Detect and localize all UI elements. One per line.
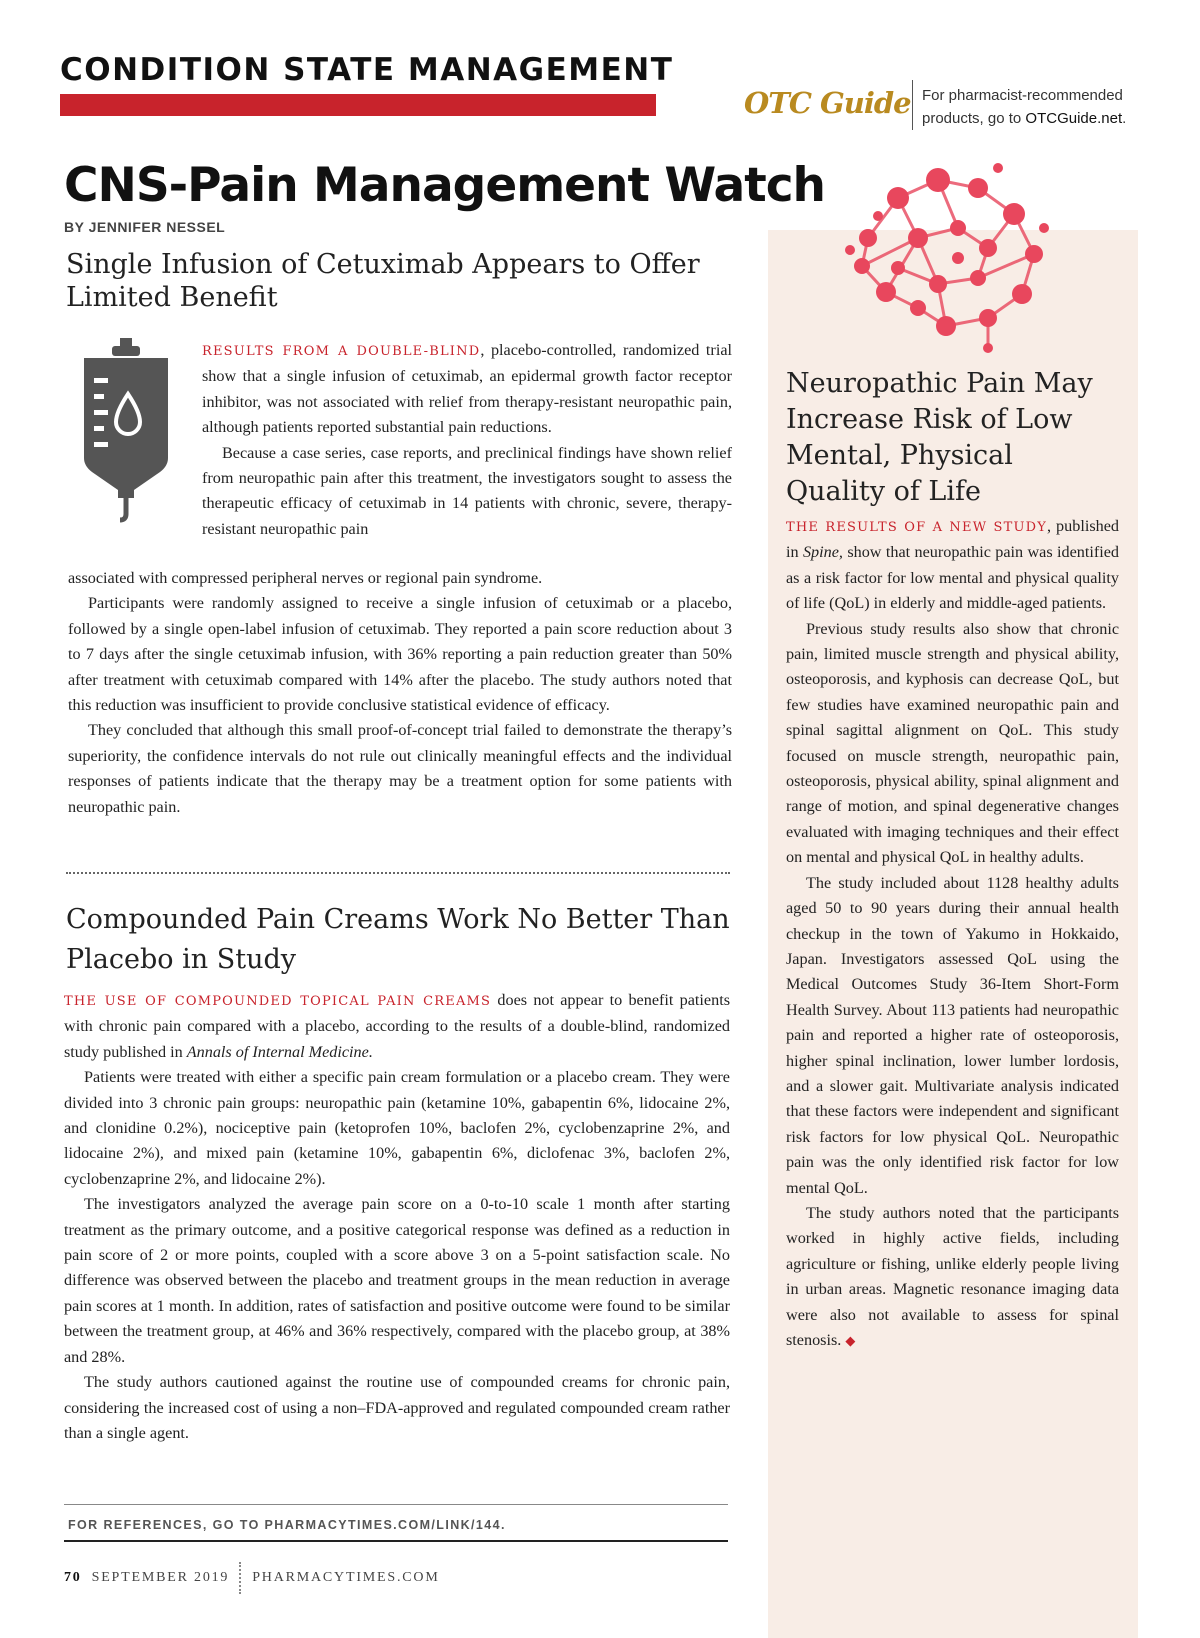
article1-p3: Participants were randomly assigned to receive a single infusion of cetuximab or a placebo, followed by a single open-label infusion of cetuximab. They reported a pain score reduction about 3 to 7 days after the single cetuximab infusion, with 36% reporting a pain reduction greater than 50% after treatment with cetuximab compared with 14% after the placebo. The study authors noted that this reduction was insufficient to provide conclusive statistical evidence of efficacy. — [68, 594, 732, 715]
otc-guide-logo: OTC Guide — [744, 86, 911, 120]
section-red-bar — [60, 94, 656, 116]
page-footer — [64, 1562, 440, 1594]
otc-site-link[interactable]: OTCGuide.net — [1025, 110, 1123, 127]
sidebar-journal: Spine, — [802, 543, 843, 562]
otc-promo-line2 — [922, 107, 1126, 130]
article2-lead: THE USE OF COMPOUNDED TOPICAL PAIN CREAMS — [64, 994, 492, 1009]
article2-body — [64, 988, 730, 1446]
article1-p2: Because a case series, case reports, and preclinical findings have shown relief from neuropathic pain after this treatment, the investigators sought to assess the therapeutic efficacy of cetuximab in 14 patients with chronic, severe, therapy-resistant neuropathic pain — [202, 443, 732, 538]
article1-p1 — [202, 338, 732, 441]
article2-p4: The study authors cautioned against the routine use of compounded creams for chronic pain, considering the increased cost of using a non–FDA-approved and regulated compounded cream rather than a single agent. — [64, 1373, 730, 1442]
article1-intro — [202, 338, 732, 542]
page-title: CNS-Pain Management Watch — [64, 158, 826, 213]
footer-separator — [239, 1562, 242, 1594]
references-link[interactable]: FOR REFERENCES, GO TO PHARMACYTIMES.COM/LINK/144. — [68, 1518, 506, 1532]
sidebar-p2: Previous study results also show that chronic pain, limited muscle strength and physical ability, osteoporosis, and kyphosis can decrease QoL, but few studies have examined neuropathic pain and spinal sagittal alignment on QoL. This study focused on muscle strength, neuropathic pain, osteoporosis, physical ability, spinal alignment and range of motion, and spinal degenerative changes evaluated with imaging techniques and their effect on mental and physical QoL in healthy adults. — [786, 619, 1119, 867]
otc-divider — [912, 80, 913, 130]
end-of-article-mark: ◆ — [845, 1333, 856, 1348]
otc-promo-period: . — [1122, 110, 1127, 127]
article1-title: Single Infusion of Cetuximab Appears to Offer Limited Benefit — [66, 249, 700, 313]
article1-p2-tail: associated with compressed peripheral nerves or regional pain syndrome. — [68, 569, 543, 587]
article2-p3: The investigators analyzed the average pain score on a 0-to-10 scale 1 month after starting treatment as the primary outcome, and a positive categorical response was defined as a reduction in pain score of 2 or more points, coupled with a score above 3 on a 5-point satisfaction scale. No difference was observed between the placebo and treatment groups in the mean reduction in average pain scores at 1 month. In addition, rates of satisfaction and positive outcome were found to be similar between the treatment group, at 46% and 36% respectively, compared with the placebo group, at 38% and 28%. — [64, 1195, 730, 1366]
article2-journal: Annals of Internal Medicine. — [186, 1042, 373, 1061]
byline: BY JENNIFER NESSEL — [64, 219, 226, 235]
page-number: 70 — [64, 1570, 82, 1586]
article2-p1 — [64, 988, 730, 1065]
article2-p1-rest: does not appear to benefit patients with chronic pain compared with a placebo, according to the results of a double-blind, randomized study published in — [64, 991, 730, 1061]
sidebar-title: Neuropathic Pain May Increase Risk of Low Mental, Physical Quality of Life — [786, 368, 1093, 507]
article1-p4: They concluded that although this small proof-of-concept trial failed to demonstrate the therapy’s superiority, the confidence intervals do not rule out clinically meaningful effects and the individual responses of patients indicate that the therapy may be a treatment option for some patients with neuropathic pain. — [68, 721, 732, 816]
article2-title: Compounded Pain Creams Work No Better Than Placebo in Study — [66, 904, 730, 975]
section-label: CONDITION STATE MANAGEMENT — [60, 52, 674, 88]
references-rule-top — [64, 1504, 728, 1505]
article1-lead: RESULTS FROM A DOUBLE-BLIND — [202, 344, 481, 359]
sidebar-p3: The study included about 1128 healthy adults aged 50 to 90 years during their annual health checkup in the town of Yakumo in Hokkaido, Japan. Investigators assessed QoL using the Medical Outcomes Study 36-Item Short-Form Health Survey. About 113 patients had neuropathic pain and reported a higher rate of osteoporosis, higher spinal inclination, lower lumber lordosis, and a slower gait. Multivariate analysis indicated that these factors were independent and significant risk factors for low physical QoL. Neuropathic pain was the only identified risk factor for low mental QoL. — [786, 873, 1119, 1197]
article-divider — [66, 872, 730, 874]
sidebar-p4 — [786, 1201, 1119, 1353]
otc-promo-line1: For pharmacist-recommended — [922, 87, 1123, 104]
article1-p1-rest: , placebo-controlled, randomized trial show that a single infusion of cetuximab, an epidermal growth factor receptor inhibitor, was not associated with relief from therapy-resistant neuropathic pain, although patients reported substantial pain reductions. — [202, 341, 732, 437]
sidebar-lead: THE RESULTS OF A NEW STUDY — [786, 520, 1048, 535]
sidebar-p4-text: The study authors noted that the participants worked in highly active fields, including agriculture or fishing, unlike elderly people living in urban areas. Magnetic resonance imaging data were also not available to assess for spinal stenosis. — [786, 1203, 1119, 1349]
iv-bag-icon — [80, 338, 172, 524]
sidebar-p1-a: , published in — [786, 517, 1119, 562]
article1-continued — [68, 566, 732, 820]
sidebar-p1-b: show that neuropathic pain was identified as a risk factor for low mental and physical quality of life (QoL) in elderly and middle-aged patients. — [786, 543, 1120, 613]
otc-promo-prefix: products, go to — [922, 110, 1026, 127]
sidebar-body — [786, 514, 1119, 1353]
references-rule-bottom — [64, 1540, 728, 1542]
article2-p2: Patients were treated with either a specific pain cream formulation or a placebo cream. They were divided into 3 chronic pain groups: neuropathic pain (ketamine 10%, gabapentin 6%, lidocaine 2%, and clonidine 0.2%), nociceptive pain (ketoprofen 10%, baclofen 2%, cyclobenzaprine 2%, and lidocaine 2%), and mixed pain (ketamine 10%, gabapentin 6%, diclofenac 3%, baclofen 2%, cyclobenzaprine 2%, and lidocaine 2%). — [64, 1068, 730, 1188]
sidebar-p1 — [786, 514, 1119, 617]
footer-site[interactable]: PHARMACYTIMES.COM — [252, 1570, 440, 1586]
otc-promo-text — [922, 84, 1126, 130]
issue-date: SEPTEMBER 2019 — [91, 1570, 230, 1586]
brain-network-icon — [838, 158, 1054, 354]
